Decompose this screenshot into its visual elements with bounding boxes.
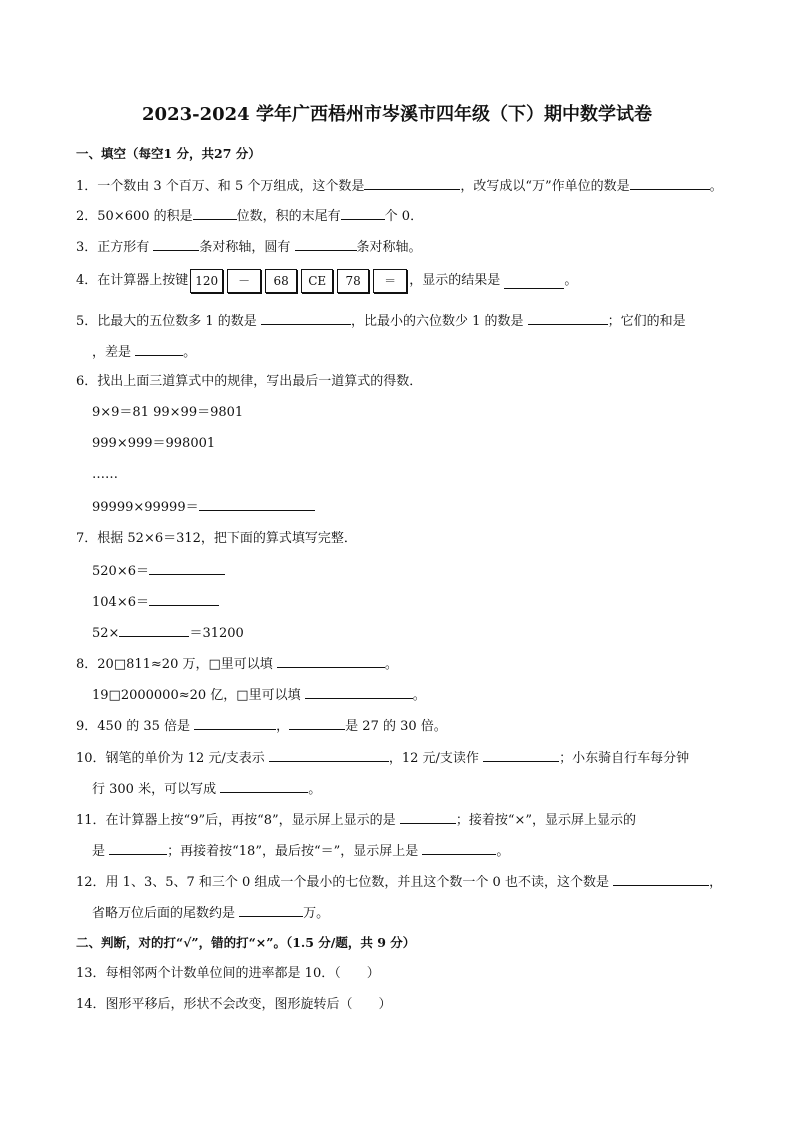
question-6: 6．找出上面三道算式中的规律，写出最后一道算式的得数． <box>76 374 423 389</box>
q1-text-c: 。 <box>709 179 723 194</box>
q7-line-3 <box>92 623 244 643</box>
q2-text-b: 位数，积的末尾有 <box>236 209 341 224</box>
q5-text-c: ；它们的和是 <box>607 314 686 329</box>
page-title: 2023-2024 学年广西梧州市岑溪市四年级（下）期中数学试卷 <box>142 104 652 125</box>
question-4 <box>76 268 577 294</box>
q12-blank-2[interactable] <box>239 903 303 917</box>
q2-text-c: 个 0． <box>384 209 424 224</box>
q9-blank-1[interactable] <box>194 716 276 730</box>
q8-blank-1[interactable] <box>277 654 385 668</box>
q10-text-b: ，12 元/支读作 <box>388 751 484 766</box>
q9-text-c: 是 27 的 30 倍。 <box>345 719 447 734</box>
calc-key-120: 120 <box>190 269 223 293</box>
q4-text-c: 。 <box>564 273 578 288</box>
q9-blank-2[interactable] <box>289 716 345 730</box>
q8-text-c: 19□2000000≈20 亿，□里可以填 <box>92 688 305 703</box>
question-12 <box>76 872 722 892</box>
q3-blank-1[interactable] <box>153 237 199 251</box>
q9-text-a: 9．450 的 35 倍是 <box>76 719 195 734</box>
q10-blank-3[interactable] <box>220 779 308 793</box>
calc-key-68: 68 <box>265 269 297 293</box>
q11-text-c: 是 <box>92 844 110 859</box>
question-2 <box>76 206 423 226</box>
q1-blank-1[interactable] <box>364 176 460 190</box>
q8-text-d: 。 <box>412 688 426 703</box>
q10-blank-1[interactable] <box>269 748 389 762</box>
q11-text-a: 11．在计算器上按“9”后，再按“8”，显示屏上显示的是 <box>76 813 400 828</box>
calc-key-minus: － <box>227 269 261 293</box>
q9-text-b: ， <box>276 719 290 734</box>
calc-key-ce: CE <box>301 269 333 293</box>
q6-text-l4: 99999×99999＝ <box>92 500 199 515</box>
q2-blank-1[interactable] <box>193 206 237 220</box>
q6-line-1: 9×9＝81 99×99＝9801 <box>92 405 244 420</box>
q5-text-a: 5．比最大的五位数多 1 的数是 <box>76 314 261 329</box>
question-7: 7．根据 52×6＝312，把下面的算式填写完整． <box>76 531 357 546</box>
q3-blank-2[interactable] <box>295 237 357 251</box>
q8-text-b: 。 <box>384 657 398 672</box>
question-8-cont <box>92 685 426 705</box>
q10-blank-2[interactable] <box>483 748 559 762</box>
q10-text-a: 10．钢笔的单价为 12 元/支表示 <box>76 751 269 766</box>
q2-text-a: 2．50×600 的积是 <box>76 209 193 224</box>
q12-blank-1[interactable] <box>613 872 709 886</box>
q4-text-a: 4．在计算器上按键 <box>76 273 189 288</box>
question-11-cont <box>92 841 509 861</box>
q4-text-b: ，显示的结果是 <box>409 273 505 288</box>
q8-blank-2[interactable] <box>305 685 413 699</box>
question-5-cont <box>92 342 196 362</box>
q7-text-l1: 520×6＝ <box>92 564 149 579</box>
question-1 <box>76 176 723 196</box>
q11-text-b: ；接着按“×”，显示屏上显示的 <box>455 813 636 828</box>
q8-text-a: 8．20□811≈20 万，□里可以填 <box>76 657 277 672</box>
q12-text-b: ， <box>709 875 723 890</box>
question-10-cont <box>92 779 321 799</box>
section-2-heading: 二、判断，对的打“√”，错的打“×”。（1.5 分/题，共 9 分） <box>76 935 416 950</box>
q7-text-l3a: 52× <box>92 626 120 641</box>
q2-blank-2[interactable] <box>341 206 385 220</box>
q5-blank-1[interactable] <box>261 311 351 325</box>
q11-blank-2[interactable] <box>109 841 167 855</box>
question-9 <box>76 716 447 736</box>
q6-blank[interactable] <box>199 497 315 511</box>
q4-blank[interactable] <box>504 275 564 289</box>
q6-line-2: 999×999＝998001 <box>92 436 216 451</box>
q3-text-b: 条对称轴，圆有 <box>199 240 295 255</box>
q6-line-4 <box>92 497 315 517</box>
question-8 <box>76 654 398 674</box>
q5-text-b: ，比最小的六位数少 1 的数是 <box>350 314 528 329</box>
question-5 <box>76 311 686 331</box>
q11-text-d: ；再接着按“18”，最后按“＝”，显示屏上是 <box>167 844 423 859</box>
q5-text-d: ，差是 <box>92 345 136 360</box>
q12-text-d: 万。 <box>303 906 330 921</box>
q5-blank-3[interactable] <box>135 342 183 356</box>
q1-blank-2[interactable] <box>630 176 710 190</box>
q11-blank-3[interactable] <box>422 841 496 855</box>
question-11 <box>76 810 636 830</box>
question-3 <box>76 237 422 257</box>
q10-text-c: ；小东骑自行车每分钟 <box>559 751 690 766</box>
q5-blank-2[interactable] <box>528 311 608 325</box>
q1-text-b: ，改写成以“万”作单位的数是 <box>460 179 630 194</box>
q6-line-3: …… <box>92 467 118 482</box>
q11-text-e: 。 <box>496 844 510 859</box>
q5-text-e: 。 <box>183 345 197 360</box>
q7-text-l3b: ＝31200 <box>189 626 244 641</box>
question-12-cont <box>92 903 329 923</box>
q1-text-a: 1．一个数由 3 个百万、和 5 个万组成，这个数是 <box>76 179 365 194</box>
question-14: 14．图形平移后，形状不会改变，图形旋转后（ ） <box>76 997 392 1012</box>
question-13: 13．每相邻两个计数单位间的进率都是 10．（ ） <box>76 966 380 981</box>
q10-text-d: 行 300 米，可以写成 <box>92 782 221 797</box>
calc-key-equals: ＝ <box>373 269 407 293</box>
q7-blank-3[interactable] <box>119 623 189 637</box>
q7-blank-2[interactable] <box>149 592 219 606</box>
q12-text-a: 12．用 1、3、5、7 和三个 0 组成一个最小的七位数，并且这个数一个 0 也不读，这个数是 <box>76 875 614 890</box>
q7-line-2 <box>92 592 219 612</box>
q7-text-l2: 104×6＝ <box>92 595 149 610</box>
section-1-heading: 一、填空（每空1 分，共27 分） <box>76 146 261 161</box>
q3-text-c: 条对称轴。 <box>356 240 422 255</box>
q7-line-1 <box>92 561 225 581</box>
q3-text-a: 3．正方形有 <box>76 240 154 255</box>
q7-blank-1[interactable] <box>149 561 225 575</box>
q12-text-c: 省略万位后面的尾数约是 <box>92 906 240 921</box>
calc-key-78: 78 <box>337 269 369 293</box>
q10-text-e: 。 <box>308 782 322 797</box>
q11-blank-1[interactable] <box>400 810 456 824</box>
question-10 <box>76 748 689 768</box>
